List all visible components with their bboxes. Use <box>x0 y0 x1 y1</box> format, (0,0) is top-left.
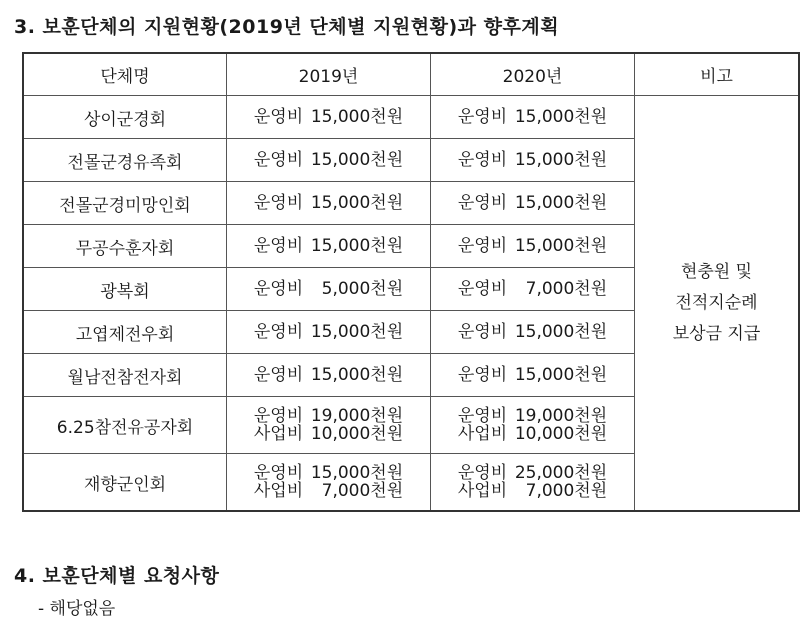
amount-value: 15,000천원 <box>310 150 404 170</box>
amount-lines <box>458 323 607 341</box>
table-row <box>23 96 799 139</box>
amount-line <box>254 323 403 341</box>
amount-line <box>458 151 607 169</box>
amount-2019-cell <box>227 139 431 182</box>
amount-2020-cell <box>431 139 635 182</box>
amount-label: 운영비 <box>253 107 304 127</box>
organization-name-cell: 광복회 <box>23 268 227 311</box>
amount-value: 19,000천원 <box>310 405 404 426</box>
amount-value: 7,000천원 <box>525 279 608 299</box>
amount-value: 15,000천원 <box>310 107 404 127</box>
amount-value: 15,000천원 <box>310 193 404 213</box>
note-line: 현충원 및 <box>680 261 753 282</box>
organization-name-cell: 재향군인회 <box>23 454 227 512</box>
amount-2020-cell <box>431 268 635 311</box>
amount-lines <box>254 237 403 255</box>
amount-value: 7,000천원 <box>525 480 608 501</box>
amount-lines <box>254 407 403 443</box>
note-cell <box>635 96 800 512</box>
amount-label: 운영비 <box>457 193 508 213</box>
amount-label: 운영비 <box>253 365 304 385</box>
amount-value: 19,000천원 <box>514 405 608 426</box>
amount-lines <box>458 280 607 298</box>
amount-2020-cell <box>431 225 635 268</box>
amount-line <box>458 194 607 212</box>
amount-2019-cell <box>227 225 431 268</box>
amount-value: 10,000천원 <box>514 423 608 444</box>
amount-label: 운영비 <box>457 150 508 170</box>
amount-line <box>254 194 403 212</box>
header-note: 비고 <box>635 53 800 96</box>
organization-name-cell: 상이군경회 <box>23 96 227 139</box>
amount-value: 15,000천원 <box>514 150 608 170</box>
note-line: 전적지순례 <box>675 292 758 313</box>
organization-name-cell: 월남전참전자회 <box>23 354 227 397</box>
amount-label: 운영비 <box>253 279 304 299</box>
amount-value: 15,000천원 <box>514 322 608 342</box>
amount-lines <box>254 464 403 500</box>
amount-line <box>254 280 403 298</box>
amount-lines <box>458 366 607 384</box>
amount-line <box>254 425 403 443</box>
amount-label: 운영비 <box>457 462 508 483</box>
amount-line <box>254 464 403 482</box>
amount-lines <box>458 194 607 212</box>
amount-label: 운영비 <box>457 236 508 256</box>
amount-label: 사업비 <box>253 480 304 501</box>
organization-name-cell: 고엽제전우회 <box>23 311 227 354</box>
amount-label: 운영비 <box>253 462 304 483</box>
amount-value: 10,000천원 <box>310 423 404 444</box>
support-status-table <box>22 52 800 512</box>
header-organization: 단체명 <box>23 53 227 96</box>
amount-lines <box>254 280 403 298</box>
amount-value: 5,000천원 <box>321 279 404 299</box>
amount-lines <box>254 366 403 384</box>
amount-label: 운영비 <box>253 322 304 342</box>
amount-2019-cell <box>227 354 431 397</box>
amount-lines <box>254 151 403 169</box>
amount-label: 운영비 <box>253 236 304 256</box>
amount-line <box>254 237 403 255</box>
table-body <box>23 96 799 512</box>
amount-lines <box>458 151 607 169</box>
amount-value: 15,000천원 <box>514 365 608 385</box>
amount-lines <box>458 108 607 126</box>
amount-value: 15,000천원 <box>310 365 404 385</box>
amount-line <box>458 108 607 126</box>
section-4-heading: 4. 보훈단체별 요청사항 <box>14 565 220 587</box>
amount-lines <box>458 237 607 255</box>
amount-line <box>458 482 607 500</box>
amount-label: 운영비 <box>253 193 304 213</box>
amount-label: 운영비 <box>457 405 508 426</box>
amount-line <box>458 366 607 384</box>
request-item: - 해당없음 <box>38 599 116 619</box>
amount-value: 15,000천원 <box>514 236 608 256</box>
amount-value: 15,000천원 <box>514 193 608 213</box>
header-2020: 2020년 <box>431 53 635 96</box>
amount-value: 7,000천원 <box>321 480 404 501</box>
amount-2019-cell <box>227 454 431 512</box>
amount-2020-cell <box>431 397 635 454</box>
amount-2020-cell <box>431 354 635 397</box>
amount-2019-cell <box>227 311 431 354</box>
amount-label: 운영비 <box>457 322 508 342</box>
amount-lines <box>254 108 403 126</box>
amount-line <box>458 323 607 341</box>
amount-line <box>254 151 403 169</box>
amount-line <box>458 407 607 425</box>
amount-line <box>458 464 607 482</box>
amount-line <box>254 366 403 384</box>
amount-lines <box>458 407 607 443</box>
amount-line <box>254 108 403 126</box>
amount-value: 15,000천원 <box>310 322 404 342</box>
header-2019: 2019년 <box>227 53 431 96</box>
amount-value: 15,000천원 <box>310 462 404 483</box>
organization-name-cell: 무공수훈자회 <box>23 225 227 268</box>
amount-2020-cell <box>431 311 635 354</box>
amount-line <box>458 280 607 298</box>
organization-name-cell: 6.25참전유공자회 <box>23 397 227 454</box>
amount-lines <box>458 464 607 500</box>
amount-label: 운영비 <box>457 107 508 127</box>
note-line: 보상금 지급 <box>672 323 761 344</box>
amount-label: 운영비 <box>457 365 508 385</box>
table-header-row <box>23 53 799 96</box>
amount-lines <box>254 194 403 212</box>
amount-line <box>458 237 607 255</box>
amount-2020-cell <box>431 96 635 139</box>
amount-2019-cell <box>227 182 431 225</box>
amount-2019-cell <box>227 268 431 311</box>
amount-label: 사업비 <box>253 423 304 444</box>
amount-label: 사업비 <box>457 423 508 444</box>
amount-2019-cell <box>227 397 431 454</box>
organization-name-cell: 전몰군경미망인회 <box>23 182 227 225</box>
amount-lines <box>254 323 403 341</box>
amount-value: 15,000천원 <box>514 107 608 127</box>
amount-label: 운영비 <box>457 279 508 299</box>
amount-2019-cell <box>227 96 431 139</box>
amount-line <box>254 407 403 425</box>
amount-label: 사업비 <box>457 480 508 501</box>
amount-value: 15,000천원 <box>310 236 404 256</box>
amount-line <box>254 482 403 500</box>
amount-line <box>458 425 607 443</box>
organization-name-cell: 전몰군경유족회 <box>23 139 227 182</box>
amount-2020-cell <box>431 454 635 512</box>
amount-label: 운영비 <box>253 150 304 170</box>
amount-value: 25,000천원 <box>514 462 608 483</box>
amount-label: 운영비 <box>253 405 304 426</box>
amount-2020-cell <box>431 182 635 225</box>
section-3-heading: 3. 보훈단체의 지원현황(2019년 단체별 지원현황)과 향후계획 <box>14 16 560 38</box>
